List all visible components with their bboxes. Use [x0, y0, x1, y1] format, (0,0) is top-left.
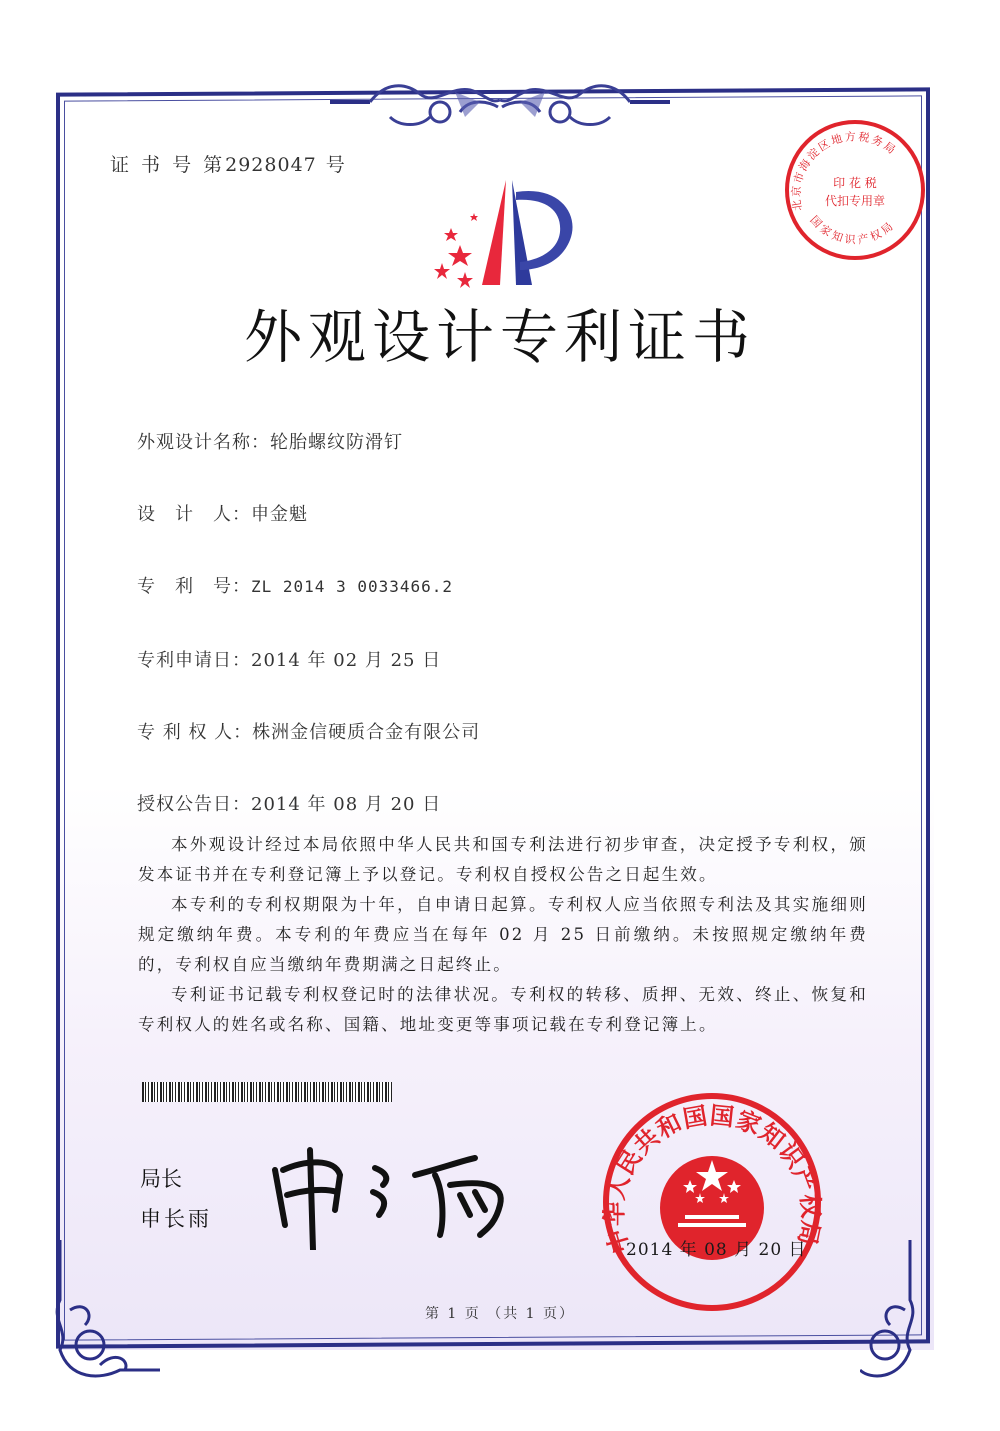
certificate-number — [110, 150, 348, 177]
certificate-title: 外观设计专利证书 — [243, 303, 756, 371]
svg-text:国家知识产权局: 国家知识产权局 — [807, 213, 898, 247]
svg-text:中华人民共和国国家知识产权局: 中华人民共和国国家知识产权局 — [600, 1101, 825, 1257]
certificate-number-suffix: 号 — [316, 154, 348, 176]
design-name-value: 轮胎螺纹防滑钉 — [270, 432, 403, 453]
patentee-value: 株洲金信硬质合金有限公司 — [252, 722, 481, 743]
svg-text:北京市海淀区地方税务局: 北京市海淀区地方税务局 — [789, 130, 900, 212]
patentee-field — [137, 718, 480, 744]
stamp-tax-seal — [780, 115, 930, 265]
certificate-body-text — [138, 830, 868, 1040]
body-paragraph: 本外观设计经过本局依照中华人民共和国专利法进行初步审查，决定授予专利权，颁发本证书并在专利登记簿上予以登记。专利权自授权公告之日起生效。 — [138, 835, 868, 884]
director-title: 局长 — [140, 1167, 182, 1191]
barcode — [142, 1082, 392, 1102]
body-paragraph: 专利证书记载专利权登记时的法律状况。专利权的转移、质押、无效、终止、恢复和专利权人的姓名或名称、国籍、地址变更等事项记载在专利登记簿上。 — [138, 985, 868, 1034]
designer-value: 申金魁 — [251, 504, 308, 525]
page-number: 第 1 页 （共 1 页） — [424, 1306, 576, 1322]
designer-field — [137, 500, 308, 526]
patent-number-label: 专 利 号： — [137, 576, 251, 597]
grant-date-field — [137, 790, 441, 816]
certificate-number-value: 2928047 — [225, 154, 317, 176]
grant-date-label: 授权公告日： — [137, 794, 251, 815]
certificate-number-prefix: 证 书 号 第 — [110, 154, 226, 176]
filing-date-field — [137, 646, 441, 672]
patent-number-value: ZL 2014 3 0033466.2 — [251, 577, 454, 596]
seal-date: 2014 年 08 月 20 日 — [626, 1240, 807, 1260]
cnipa-logo-icon — [420, 170, 590, 290]
filing-date-value: 2014 年 02 月 25 日 — [251, 650, 442, 671]
svg-text:代扣专用章: 代扣专用章 — [824, 194, 886, 208]
handwritten-signature-icon — [265, 1130, 525, 1250]
patent-number-field — [137, 572, 453, 598]
director-name: 申长雨 — [140, 1207, 212, 1231]
patentee-label: 专 利 权 人： — [137, 722, 253, 743]
design-name-label: 外观设计名称： — [137, 432, 270, 453]
grant-date-value: 2014 年 08 月 20 日 — [251, 794, 442, 815]
design-name-field — [137, 428, 403, 454]
filing-date-label: 专利申请日： — [137, 650, 251, 671]
top-scroll-ornament-icon — [330, 72, 670, 142]
svg-text:印 花 税: 印 花 税 — [833, 176, 877, 190]
designer-label: 设 计 人： — [137, 504, 251, 525]
official-seal — [600, 1090, 825, 1315]
body-paragraph: 本专利的专利权期限为十年，自申请日起算。专利权人应当依照专利法及其实施细则规定缴纳年费。本专利的年费应当在每年 02 月 25 日前缴纳。未按照规定缴纳年费的，专利权自应当缴纳年费期满之日起终止。 — [138, 895, 868, 974]
